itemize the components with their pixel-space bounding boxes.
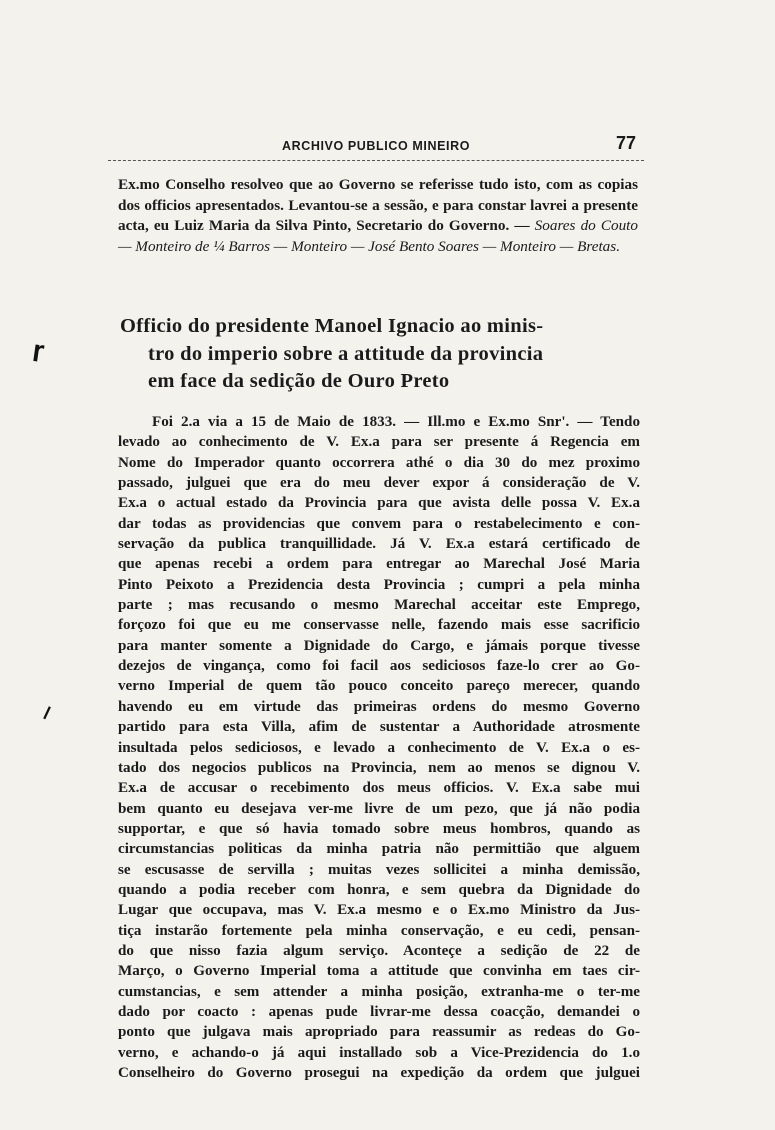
body-line: passado, julguei que era do meu dever expor á consideração de V. <box>118 475 640 492</box>
signatures: Soares do Couto — Monteiro de ¼ Barros — Monteiro — José Bento Soares — Monteiro — Bretas. <box>118 217 638 255</box>
title-line-2: tro do imperio sobre a attitude da provincia <box>148 342 544 365</box>
body-line: para manter somente a Dignidade do Cargo, e jámais porque tivesse <box>118 637 640 654</box>
body-line: verno, e achando-o já aqui installado sob a Vice-Prezidencia do 1.o <box>118 1044 640 1061</box>
body-line: Conselheiro do Governo prosegui na expedição da ordem que julguei <box>118 1065 640 1081</box>
body-line: Ex.a o actual estado da Provincia para que avista delle possa V. Ex.a <box>118 495 640 512</box>
body-line: tiça instarão fortemente pela minha conservação, e eu cedi, pensan- <box>118 922 640 939</box>
body-line: quando a podia receber com honra, e sem quebra da Dignidade do <box>118 881 640 898</box>
margin-mark: ⸝ <box>33 691 57 725</box>
running-header <box>108 130 644 161</box>
body-line: partido para esta Villa, afim de sustentar a Authoridade atrosmente <box>118 719 640 736</box>
body-line: dar todas as providencias que convem para o restabelecimento e con- <box>118 515 640 532</box>
body-line: que apenas recebi a ordem para entregar ao Marechal José Maria <box>118 556 640 573</box>
body-line: servação da publica tranquillidade. Já V. Ex.a estará certificado de <box>118 536 640 553</box>
body-line: parte ; mas recusando o mesmo Marechal acceitar este Emprego, <box>118 597 640 614</box>
body-line: Pinto Peixoto a Prezidencia desta Provincia ; cumpri a pela minha <box>118 576 640 593</box>
document-title <box>120 313 640 396</box>
body-line: dado por coacto : apenas pude livrar-me dessa coacção, demandei o <box>118 1003 640 1020</box>
intro-paragraph <box>118 175 638 257</box>
body-line: ponto que julgava mais apropriado para reassumir as redeas do Go- <box>118 1024 640 1041</box>
body-line: se escusasse de servilla ; muitas vezes sollicitei a minha demissão, <box>118 861 640 878</box>
page-number: 77 <box>615 133 636 153</box>
margin-mark: ɼ <box>31 337 46 364</box>
body-line: circumstancias politicas da minha patria não permittião que alguem <box>118 841 640 858</box>
body-line: levado ao conhecimento de V. Ex.a para ser presente á Regencia em <box>118 434 640 451</box>
body-line: Foi 2.a via a 15 de Maio de 1833. — Ill.mo e Ex.mo Snr'. — Tendo <box>152 414 640 430</box>
running-title: ARCHIVO PUBLICO MINEIRO <box>281 139 471 153</box>
body-line: verno Imperial de quem tão pouco conceito pareço merecer, quando <box>118 678 640 695</box>
title-line-1: Officio do presidente Manoel Ignacio ao minis- <box>120 315 544 337</box>
body-line: dezejos de vingança, como foi facil aos sediciosos faze-lo crer ao Go- <box>118 658 640 675</box>
body-line: Ex.a de accusar o recebimento dos meus officios. V. Ex.a sabe mui <box>118 780 640 797</box>
body-line: havendo eu em virtude das primeiras ordens do mesmo Governo <box>118 698 640 715</box>
body-line: do que nisso fazia algum serviço. Aconteçe a sedição de 22 de <box>118 942 640 959</box>
body-line: Março, o Governo Imperial toma a attitude que convinha em taes cir- <box>118 963 640 980</box>
letter-body <box>118 412 640 1083</box>
body-line: bem quanto eu desejava ver-me livre de um pezo, que já não podia <box>118 800 640 817</box>
title-line-3: em face da sedição de Ouro Preto <box>148 370 450 392</box>
body-line: tado dos negocios publicos na Provincia, nem ao menos se dignou V. <box>118 759 640 776</box>
body-line: supportar, e que só havia tomado sobre meus hombros, quando as <box>118 820 640 837</box>
body-line: forçozo foi que eu me conservasse nelle, fazendo mais esse sacrificio <box>118 617 640 634</box>
body-line: cumstancias, e sem attender a minha posição, extranha-me o ter-me <box>118 983 640 1000</box>
body-line: insultada pelos sediciosos, e levado a conhecimento de V. Ex.a o es- <box>118 739 640 756</box>
body-line: Nome do Imperador quanto occorrera athé o dia 30 do mez proximo <box>118 454 640 471</box>
body-line: Lugar que occupava, mas V. Ex.a mesmo e o Ex.mo Ministro da Jus- <box>118 902 640 919</box>
intro-text: Ex.mo Conselho resolveo que ao Governo se referisse tudo isto, com as copias dos officios apresentados. Levantou-se a sessão, e para constar lavrei a presente acta, eu Luiz Maria da Silva Pinto, Secretario do Governo. — <box>118 176 638 235</box>
